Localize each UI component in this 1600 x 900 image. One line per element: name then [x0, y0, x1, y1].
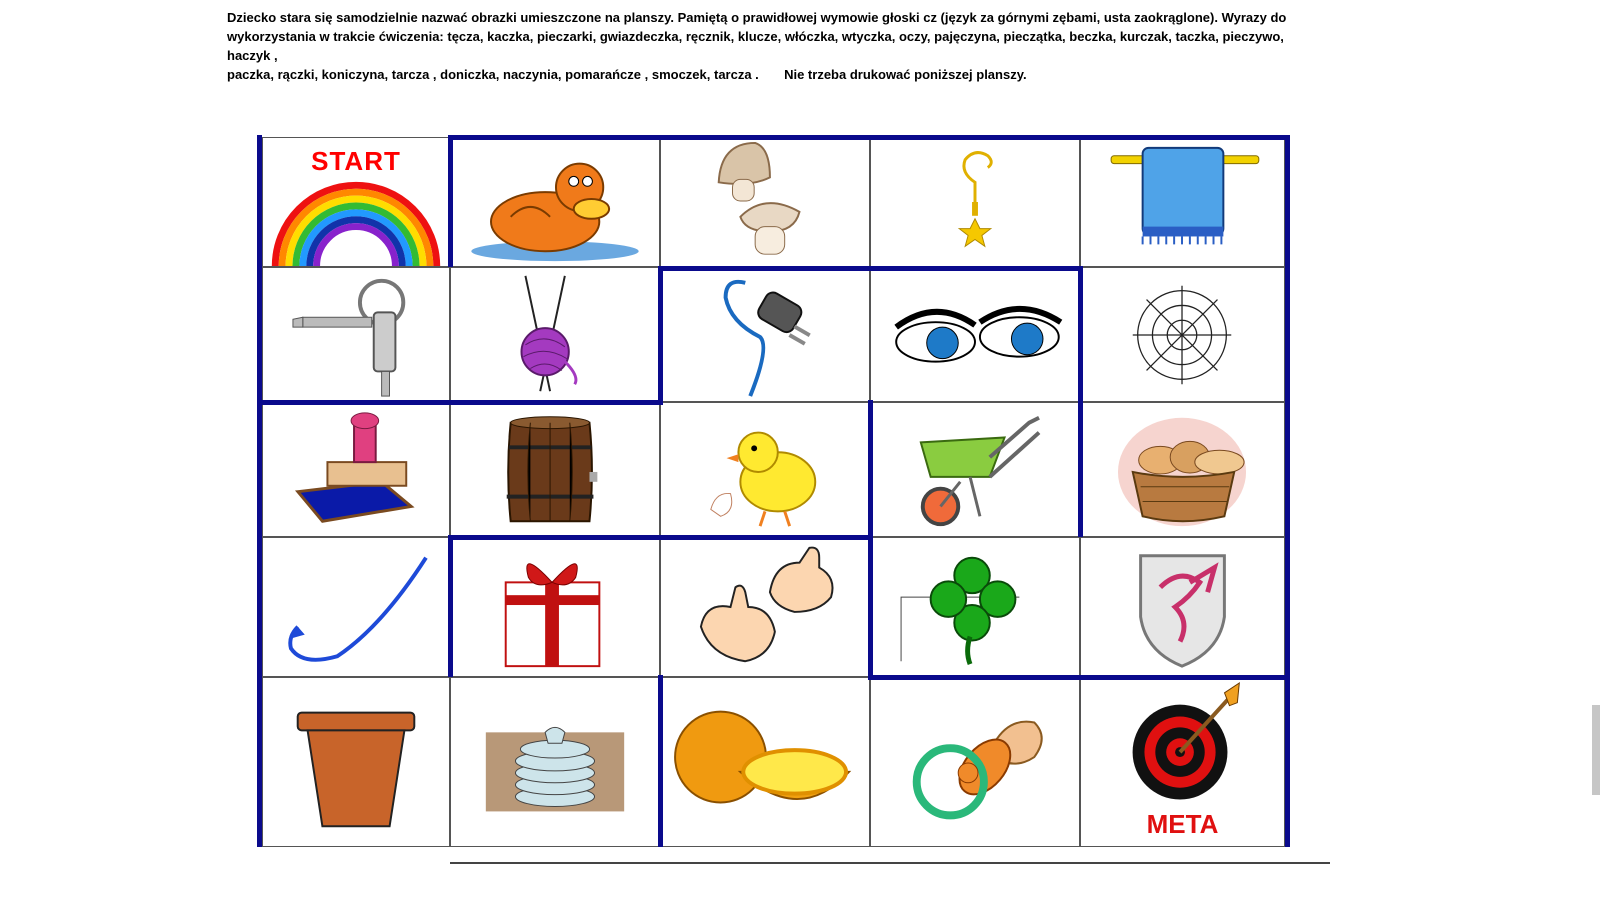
maze-wall [448, 135, 453, 267]
cell-yarn [450, 267, 660, 402]
maze-wall [257, 135, 262, 847]
hook-icon [263, 538, 449, 676]
maze-wall [448, 535, 453, 677]
cell-keys [262, 267, 450, 402]
cell-spiderweb [1080, 267, 1285, 402]
instructions-line-3 [227, 65, 1327, 84]
cell-gift [450, 537, 660, 677]
instructions-text [227, 8, 1327, 84]
towel-icon [1081, 138, 1284, 266]
maze-wall [868, 675, 1290, 680]
cell-flowerpot [262, 677, 450, 847]
chick-icon [661, 403, 869, 536]
cell-oranges [660, 677, 870, 847]
maze-wall [1078, 266, 1083, 537]
keys-icon [263, 268, 449, 401]
maze-wall [660, 266, 1080, 271]
cell-barrel [450, 402, 660, 537]
cell-hook [262, 537, 450, 677]
cell-hands [660, 537, 870, 677]
cell-eyes [870, 267, 1080, 402]
cell-shield [1080, 537, 1285, 677]
yarn-icon [451, 268, 659, 401]
clover-icon [871, 538, 1079, 676]
dishes-icon [451, 678, 659, 846]
vertical-scrollbar[interactable] [1592, 0, 1600, 900]
cell-mushrooms [660, 137, 870, 267]
start-label: START [311, 146, 401, 176]
hands-icon [661, 538, 869, 676]
wheelbarrow-icon [871, 403, 1079, 536]
instructions-line-3-text: paczka, rączki, koniczyna, tarcza , doniczka, naczynia, pomarańcze , smoczek, tarcza . [227, 67, 759, 82]
plug-icon [661, 268, 869, 401]
stamp-icon [263, 403, 449, 536]
spiderweb-icon [1081, 268, 1284, 401]
maze-wall [658, 675, 663, 847]
bread-basket-icon [1081, 403, 1284, 536]
cell-bread-basket [1080, 402, 1285, 537]
oranges-icon [661, 678, 869, 846]
cell-dishes [450, 677, 660, 847]
maze-wall [1285, 675, 1290, 847]
cell-stamp [262, 402, 450, 537]
cell-chick [660, 402, 870, 537]
instructions-note: Nie trzeba drukować poniższej planszy. [784, 67, 1027, 82]
maze-wall [262, 400, 663, 405]
page-bottom-rule [450, 862, 1330, 864]
cell-plug [660, 267, 870, 402]
game-board [262, 137, 1317, 862]
eyes-icon [871, 268, 1079, 401]
cell-towel [1080, 137, 1285, 267]
maze-wall [658, 266, 663, 404]
cell-wheelbarrow [870, 402, 1080, 537]
flowerpot-icon [263, 678, 449, 846]
cell-start [262, 137, 450, 267]
scrollbar-thumb[interactable] [1592, 705, 1600, 795]
instructions-line-1: Dziecko stara się samodzielnie nazwać obrazki umieszczone na planszy. Pamiętą o prawidłowej wymowie głoski cz (język za górnymi zębami, usta zaokrąglone). Wyrazy do [227, 10, 1287, 25]
shield-icon [1081, 538, 1284, 676]
mushrooms-icon [661, 138, 869, 266]
duck-icon [451, 138, 659, 266]
instructions-line-2: wykorzystania w trakcie ćwiczenia: tęcza, kaczka, pieczarki, gwiazdeczka, ręcznik, klucze, włóczka, wtyczka, oczy, pajęczyna, pieczątka, beczka, kurczak, taczka, pieczywo, haczyk , [227, 29, 1284, 63]
cell-star-pendant [870, 137, 1080, 267]
cell-target [1080, 677, 1285, 847]
cell-clover [870, 537, 1080, 677]
meta-label: META [1146, 809, 1219, 839]
maze-wall [450, 135, 1290, 140]
maze-wall [1285, 135, 1290, 680]
pacifier-icon [871, 678, 1079, 846]
maze-wall [450, 535, 870, 540]
star-pendant-icon [871, 138, 1079, 266]
cell-duck [450, 137, 660, 267]
cell-pacifier [870, 677, 1080, 847]
barrel-icon [451, 403, 659, 536]
gift-icon [451, 538, 659, 676]
rainbow-icon [263, 138, 449, 266]
